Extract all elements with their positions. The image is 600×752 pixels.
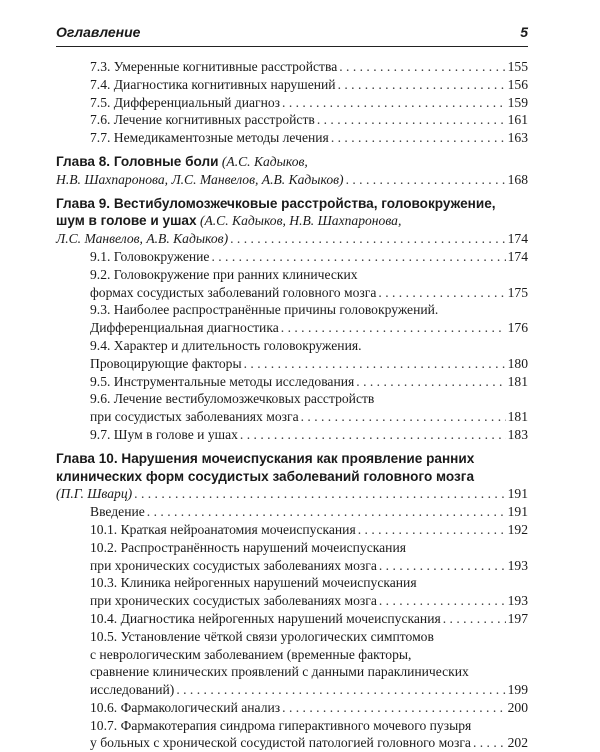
leader-dots bbox=[317, 111, 506, 129]
toc-entry-10-7[interactable]: 10.7. Фармакотерапия синдрома гиперактивного мочевого пузыря bbox=[90, 717, 472, 733]
chapter-9-heading[interactable] bbox=[56, 195, 528, 213]
leader-dots bbox=[240, 426, 506, 444]
toc-entry-7-7[interactable]: 7.7. Немедикаментозные методы лечения . . . 163 bbox=[56, 129, 528, 147]
running-header-title: Оглавление bbox=[56, 24, 141, 40]
chapter-8-title: Глава 8. Головные боли bbox=[56, 153, 219, 169]
leader-dots bbox=[301, 408, 506, 426]
leader-dots bbox=[211, 248, 505, 266]
chapter-10-authors-line[interactable]: (П.Г. Шварц) . . . 191 bbox=[56, 485, 528, 503]
leader-dots bbox=[331, 129, 506, 147]
leader-dots bbox=[473, 734, 506, 752]
toc-entry-10-5-cont-3[interactable]: исследований) . . . 199 bbox=[56, 681, 528, 699]
leader-dots bbox=[379, 592, 506, 610]
toc-entry-10-7-cont[interactable]: у больных с хронической сосудистой патологией головного мозга . . . 202 bbox=[56, 734, 528, 752]
leader-dots bbox=[176, 681, 505, 699]
toc-entry-10-5-cont-2[interactable]: сравнение клинических проявлений с данными параклинических bbox=[90, 664, 469, 680]
toc-entry-10-3[interactable]: 10.3. Клиника нейрогенных нарушений мочеиспускания bbox=[90, 575, 417, 591]
toc-entry-9-7[interactable]: 9.7. Шум в голове и ушах . . . 183 bbox=[56, 426, 528, 444]
leader-dots bbox=[443, 610, 506, 628]
leader-dots bbox=[346, 171, 506, 189]
chapter-10-heading[interactable] bbox=[56, 450, 528, 468]
leader-dots bbox=[244, 355, 506, 373]
leader-dots bbox=[282, 94, 506, 112]
toc-entry-introduction[interactable]: Введение . . . 191 bbox=[56, 503, 528, 521]
toc-entry-10-5-cont-1[interactable]: с неврологическим заболеванием (временные факторы, bbox=[90, 646, 412, 662]
chapter-9-authors: (А.С. Кадыков, Н.В. Шахпаронова, bbox=[199, 213, 402, 229]
leader-dots bbox=[282, 699, 505, 717]
leader-dots bbox=[379, 557, 506, 575]
toc-entry-9-5[interactable]: 9.5. Инструментальные методы исследования . . . 181 bbox=[56, 373, 528, 391]
leader-dots bbox=[358, 521, 506, 539]
chapter-8-authors: (А.С. Кадыков, bbox=[221, 153, 308, 169]
toc-entry-9-6[interactable]: 9.6. Лечение вестибуломозжечковых расстройств bbox=[90, 391, 375, 407]
table-of-contents bbox=[56, 58, 528, 752]
toc-entry-10-2[interactable]: 10.2. Распространённость нарушений мочеиспускания bbox=[90, 539, 406, 555]
toc-entry-7-5[interactable]: 7.5. Дифференциальный диагноз . . . 159 bbox=[56, 94, 528, 112]
running-header bbox=[56, 22, 528, 47]
toc-entry-9-4-cont[interactable]: Провоцирующие факторы . . . 180 bbox=[56, 355, 528, 373]
leader-dots bbox=[147, 503, 506, 521]
leader-dots bbox=[281, 319, 506, 337]
toc-entry-10-3-cont[interactable]: при хронических сосудистых заболеваниях мозга . . . 193 bbox=[56, 592, 528, 610]
leader-dots bbox=[230, 230, 506, 248]
chapter-10-title: Глава 10. Нарушения мочеиспускания как проявление ранних bbox=[56, 450, 475, 466]
toc-entry-10-4[interactable]: 10.4. Диагностика нейрогенных нарушений мочеиспускания . . . 197 bbox=[56, 610, 528, 628]
leader-dots bbox=[134, 485, 505, 503]
toc-entry-9-2-cont[interactable]: формах сосудистых заболеваний головного мозга . . . 175 bbox=[56, 284, 528, 302]
toc-entry-10-5[interactable]: 10.5. Установление чёткой связи урологических симптомов bbox=[90, 628, 434, 644]
chapter-9-heading-cont[interactable] bbox=[56, 212, 528, 230]
page-number: 5 bbox=[520, 24, 528, 40]
toc-entry-10-1[interactable]: 10.1. Краткая нейроанатомия мочеиспускания . . . 192 bbox=[56, 521, 528, 539]
leader-dots bbox=[356, 373, 505, 391]
toc-entry-9-2[interactable]: 9.2. Головокружение при ранних клинических bbox=[90, 266, 358, 282]
chapter-9-authors-line[interactable]: Л.С. Манвелов, А.В. Кадыков) . . . 174 bbox=[56, 230, 528, 248]
toc-entry-9-3[interactable]: 9.3. Наиболее распространённые причины головокружений. bbox=[90, 302, 439, 318]
chapter-10-title-cont: клинических форм сосудистых заболеваний головного мозга bbox=[56, 468, 475, 484]
chapter-8-heading[interactable] bbox=[56, 153, 528, 171]
toc-entry-9-1[interactable]: 9.1. Головокружение . . . 174 bbox=[56, 248, 528, 266]
toc-entry-9-4[interactable]: 9.4. Характер и длительность головокружения. bbox=[90, 337, 362, 353]
chapter-10-heading-cont[interactable] bbox=[56, 468, 528, 486]
chapter-9-title-cont: шум в голове и ушах bbox=[56, 213, 197, 229]
toc-entry-9-6-cont[interactable]: при сосудистых заболеваниях мозга . . . 181 bbox=[56, 408, 528, 426]
chapter-8-authors-line[interactable]: Н.В. Шахпаронова, Л.С. Манвелов, А.В. Кадыков) . . . 168 bbox=[56, 171, 528, 189]
chapter-9-title: Глава 9. Вестибуломозжечковые расстройства, головокружение, bbox=[56, 195, 496, 211]
toc-entry-7-3[interactable]: 7.3. Умеренные когнитивные расстройства . . . 155 bbox=[56, 58, 528, 76]
leader-dots bbox=[338, 76, 506, 94]
toc-entry-7-4[interactable]: 7.4. Диагностика когнитивных нарушений . . . 156 bbox=[56, 76, 528, 94]
chapter-10-authors: (П.Г. Шварц) bbox=[56, 486, 133, 502]
toc-entry-9-3-cont[interactable]: Дифференциальная диагностика . . . 176 bbox=[56, 319, 528, 337]
leader-dots bbox=[339, 58, 505, 76]
leader-dots bbox=[378, 284, 505, 302]
toc-entry-10-2-cont[interactable]: при хронических сосудистых заболеваниях мозга . . . 193 bbox=[56, 557, 528, 575]
toc-entry-7-6[interactable]: 7.6. Лечение когнитивных расстройств . . . 161 bbox=[56, 111, 528, 129]
toc-entry-10-6[interactable]: 10.6. Фармакологический анализ . . . 200 bbox=[56, 699, 528, 717]
